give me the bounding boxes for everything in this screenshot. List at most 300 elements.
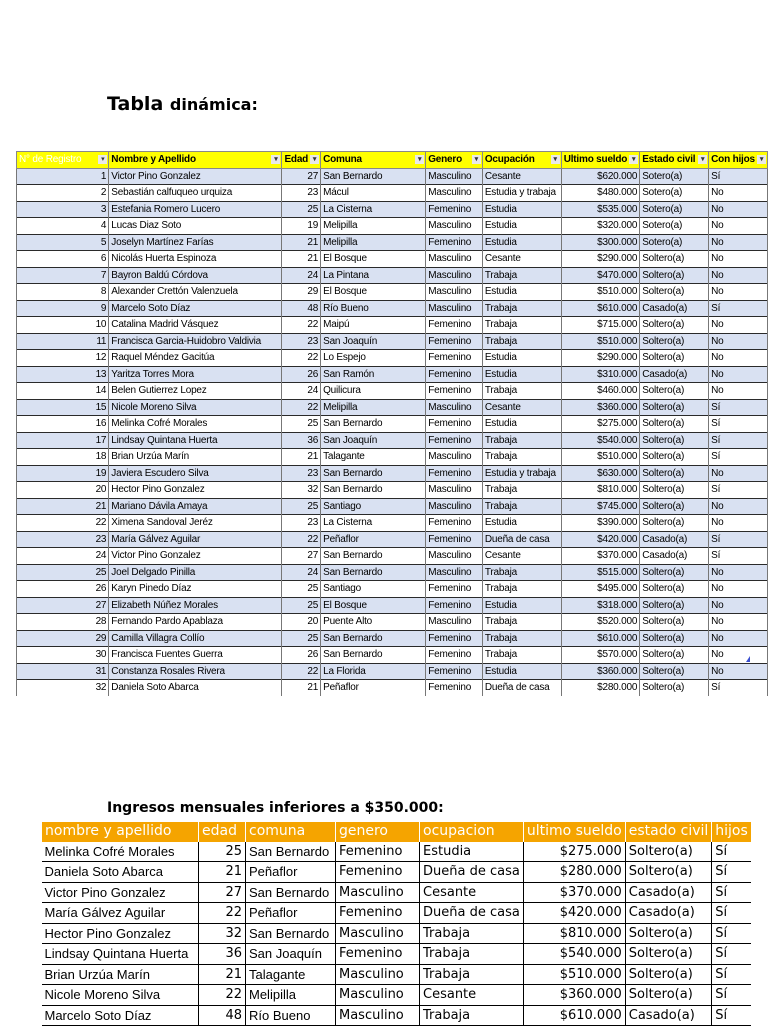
table-cell[interactable]: Ximena Sandoval Jeréz (109, 515, 282, 532)
table-cell[interactable]: Masculino (336, 923, 420, 944)
table-cell[interactable]: 1 (17, 168, 109, 185)
table-cell[interactable]: Sí (712, 944, 751, 965)
table-cell[interactable]: Trabaja (482, 449, 561, 466)
table-cell[interactable]: Femenino (336, 862, 420, 883)
table-cell[interactable]: Cesante (420, 985, 524, 1006)
table-cell[interactable]: $570.000 (561, 647, 640, 664)
table-cell[interactable]: Estudia (482, 366, 561, 383)
table-cell[interactable]: Masculino (336, 964, 420, 985)
table-cell[interactable]: Trabaja (482, 614, 561, 631)
table-cell[interactable]: $515.000 (561, 564, 640, 581)
table-cell[interactable]: Casado(a) (625, 1005, 712, 1026)
table-cell[interactable]: Estudia (482, 218, 561, 235)
table-cell[interactable]: No (709, 614, 768, 631)
table-cell[interactable]: Victor Pino Gonzalez (42, 882, 199, 903)
table-cell[interactable]: Dueña de casa (482, 531, 561, 548)
table-cell[interactable]: Masculino (426, 564, 483, 581)
table-cell[interactable]: $420.000 (523, 903, 625, 924)
table-cell[interactable]: Soltero(a) (640, 284, 709, 301)
pivot-column-header[interactable] (17, 152, 109, 169)
filter-dropdown-icon[interactable]: ▾ (472, 155, 481, 164)
table-cell[interactable]: San Bernardo (321, 564, 426, 581)
table-cell[interactable]: Casado(a) (640, 366, 709, 383)
table-cell[interactable]: Masculino (426, 218, 483, 235)
table-cell[interactable]: No (709, 218, 768, 235)
table-cell[interactable]: No (709, 366, 768, 383)
table-cell[interactable]: Soltero(a) (625, 862, 712, 883)
table-cell[interactable]: $370.000 (523, 882, 625, 903)
table-cell[interactable]: 25 (17, 564, 109, 581)
table-cell[interactable]: 6 (17, 251, 109, 268)
table-cell[interactable]: No (709, 465, 768, 482)
table-cell[interactable]: San Joaquín (321, 333, 426, 350)
table-cell[interactable]: 22 (282, 350, 321, 367)
table-cell[interactable]: 12 (17, 350, 109, 367)
table-cell[interactable]: No (709, 647, 768, 664)
table-cell[interactable]: Bayron Baldú Córdova (109, 267, 282, 284)
table-cell[interactable]: 20 (17, 482, 109, 499)
table-cell[interactable]: Trabaja (482, 267, 561, 284)
table-cell[interactable]: Sotero(a) (640, 185, 709, 202)
filter-dropdown-icon[interactable]: ▾ (310, 155, 319, 164)
table-cell[interactable]: San Bernardo (321, 630, 426, 647)
table-cell[interactable]: Masculino (426, 614, 483, 631)
table-cell[interactable]: No (709, 267, 768, 284)
table-cell[interactable]: Masculino (426, 449, 483, 466)
table-cell[interactable]: Joel Delgado Pinilla (109, 564, 282, 581)
table-cell[interactable]: $610.000 (561, 630, 640, 647)
table-cell[interactable]: $745.000 (561, 498, 640, 515)
table-cell[interactable]: Trabaja (482, 564, 561, 581)
table-cell[interactable]: 14 (17, 383, 109, 400)
table-cell[interactable]: 48 (199, 1005, 246, 1026)
table-cell[interactable]: $480.000 (561, 185, 640, 202)
table-cell[interactable]: Río Bueno (321, 300, 426, 317)
table-cell[interactable]: 29 (17, 630, 109, 647)
table-cell[interactable]: Nicolás Huerta Espinoza (109, 251, 282, 268)
table-cell[interactable]: 11 (17, 333, 109, 350)
table-cell[interactable]: No (709, 234, 768, 251)
table-cell[interactable]: Femenino (426, 465, 483, 482)
table-cell[interactable]: Fernando Pardo Apablaza (109, 614, 282, 631)
table-cell[interactable]: Río Bueno (246, 1005, 336, 1026)
table-cell[interactable]: Sí (709, 416, 768, 433)
filter-dropdown-icon[interactable]: ▾ (415, 155, 424, 164)
table-cell[interactable]: No (709, 333, 768, 350)
table-cell[interactable]: La Pintana (321, 267, 426, 284)
table-cell[interactable]: No (709, 383, 768, 400)
table-cell[interactable]: Sotero(a) (640, 201, 709, 218)
table-cell[interactable]: Belen Gutierrez Lopez (109, 383, 282, 400)
table-cell[interactable]: Masculino (426, 399, 483, 416)
table-cell[interactable]: $715.000 (561, 317, 640, 334)
table-cell[interactable]: Masculino (426, 185, 483, 202)
table-cell[interactable]: Santiago (321, 581, 426, 598)
table-cell[interactable]: 32 (199, 923, 246, 944)
table-cell[interactable]: San Bernardo (321, 168, 426, 185)
table-cell[interactable]: 27 (199, 882, 246, 903)
table-cell[interactable]: 21 (17, 498, 109, 515)
table-cell[interactable]: 5 (17, 234, 109, 251)
table-cell[interactable]: Femenino (426, 581, 483, 598)
table-cell[interactable]: Soltero(a) (640, 498, 709, 515)
table-cell[interactable]: Femenino (426, 366, 483, 383)
table-cell[interactable]: 24 (282, 564, 321, 581)
table-cell[interactable]: Soltero(a) (640, 597, 709, 614)
table-cell[interactable]: San Bernardo (321, 465, 426, 482)
table-cell[interactable]: Femenino (426, 647, 483, 664)
pivot-column-header[interactable] (109, 152, 282, 169)
table-cell[interactable]: Peñaflor (246, 903, 336, 924)
table-cell[interactable]: Femenino (336, 944, 420, 965)
table-cell[interactable]: Soltero(a) (640, 647, 709, 664)
table-cell[interactable]: Nicole Moreno Silva (42, 985, 199, 1006)
table-cell[interactable]: $810.000 (561, 482, 640, 499)
table-cell[interactable]: Melipilla (246, 985, 336, 1006)
table-cell[interactable]: Lo Espejo (321, 350, 426, 367)
table-cell[interactable]: Sotero(a) (640, 218, 709, 235)
table-cell[interactable]: Estefania Romero Lucero (109, 201, 282, 218)
table-cell[interactable]: Sí (712, 882, 751, 903)
table-cell[interactable]: $275.000 (561, 416, 640, 433)
table-cell[interactable]: 30 (17, 647, 109, 664)
table-cell[interactable]: Femenino (426, 515, 483, 532)
table-cell[interactable]: Mariano Dávila Amaya (109, 498, 282, 515)
table-cell[interactable]: María Gálvez Aguilar (109, 531, 282, 548)
table-cell[interactable]: La Cisterna (321, 515, 426, 532)
table-cell[interactable]: 10 (17, 317, 109, 334)
table-cell[interactable]: Melipilla (321, 399, 426, 416)
table-cell[interactable]: $360.000 (561, 663, 640, 680)
table-cell[interactable]: Victor Pino Gonzalez (109, 548, 282, 565)
table-cell[interactable]: Daniela Soto Abarca (109, 680, 282, 696)
table-cell[interactable]: $810.000 (523, 923, 625, 944)
table-cell[interactable]: Femenino (426, 234, 483, 251)
table-cell[interactable]: Lindsay Quintana Huerta (109, 432, 282, 449)
table-cell[interactable]: Casado(a) (640, 531, 709, 548)
table-cell[interactable]: No (709, 350, 768, 367)
table-cell[interactable]: 9 (17, 300, 109, 317)
table-cell[interactable]: Soltero(a) (625, 923, 712, 944)
pivot-column-header[interactable] (426, 152, 483, 169)
table-cell[interactable]: Sí (712, 862, 751, 883)
table-cell[interactable]: Melipilla (321, 218, 426, 235)
table-cell[interactable]: $390.000 (561, 515, 640, 532)
filter-dropdown-icon[interactable]: ▾ (757, 155, 766, 164)
table-cell[interactable]: San Bernardo (321, 482, 426, 499)
table-cell[interactable]: $300.000 (561, 234, 640, 251)
table-cell[interactable]: Masculino (426, 284, 483, 301)
table-cell[interactable]: 19 (282, 218, 321, 235)
table-cell[interactable]: Femenino (426, 350, 483, 367)
table-cell[interactable]: Sí (712, 903, 751, 924)
table-cell[interactable]: No (709, 185, 768, 202)
table-cell[interactable]: Sí (712, 842, 751, 862)
table-cell[interactable]: San Joaquín (321, 432, 426, 449)
table-cell[interactable]: $610.000 (523, 1005, 625, 1026)
table-cell[interactable]: Victor Pino Gonzalez (109, 168, 282, 185)
table-cell[interactable]: No (709, 564, 768, 581)
table-cell[interactable]: Soltero(a) (640, 399, 709, 416)
table-cell[interactable]: 24 (282, 383, 321, 400)
table-cell[interactable]: Sí (709, 482, 768, 499)
table-cell[interactable]: $370.000 (561, 548, 640, 565)
table-cell[interactable]: Estudia (482, 201, 561, 218)
table-cell[interactable]: 27 (17, 597, 109, 614)
table-cell[interactable]: Raquel Méndez Gacitúa (109, 350, 282, 367)
table-cell[interactable]: Sí (709, 680, 768, 696)
table-cell[interactable]: No (709, 201, 768, 218)
filter-dropdown-icon[interactable]: ▾ (98, 155, 107, 164)
table-cell[interactable]: El Bosque (321, 597, 426, 614)
pivot-column-header[interactable] (709, 152, 768, 169)
table-cell[interactable]: $510.000 (523, 964, 625, 985)
table-cell[interactable]: 26 (282, 647, 321, 664)
table-cell[interactable]: Femenino (426, 531, 483, 548)
table-cell[interactable]: Masculino (336, 882, 420, 903)
table-cell[interactable]: Dueña de casa (420, 862, 524, 883)
table-cell[interactable]: Joselyn Martínez Farías (109, 234, 282, 251)
table-cell[interactable]: 22 (199, 985, 246, 1006)
table-cell[interactable]: $520.000 (561, 614, 640, 631)
table-cell[interactable]: 36 (282, 432, 321, 449)
table-cell[interactable]: Soltero(a) (625, 964, 712, 985)
table-cell[interactable]: Francisca Fuentes Guerra (109, 647, 282, 664)
table-cell[interactable]: Estudia (482, 663, 561, 680)
table-cell[interactable]: 29 (282, 284, 321, 301)
table-cell[interactable]: Masculino (426, 482, 483, 499)
table-cell[interactable]: Sotero(a) (640, 234, 709, 251)
table-cell[interactable]: Trabaja (482, 333, 561, 350)
table-cell[interactable]: 15 (17, 399, 109, 416)
table-cell[interactable]: El Bosque (321, 251, 426, 268)
table-cell[interactable]: 26 (17, 581, 109, 598)
table-cell[interactable]: Sebastián calfuqueo urquiza (109, 185, 282, 202)
table-cell[interactable]: Soltero(a) (640, 482, 709, 499)
filter-dropdown-icon[interactable]: ▾ (629, 155, 638, 164)
table-cell[interactable]: 16 (17, 416, 109, 433)
table-cell[interactable]: Trabaja (482, 647, 561, 664)
table-cell[interactable]: 21 (282, 449, 321, 466)
table-cell[interactable]: Soltero(a) (640, 350, 709, 367)
table-cell[interactable]: Trabaja (420, 964, 524, 985)
table-cell[interactable]: No (709, 498, 768, 515)
table-cell[interactable]: 17 (17, 432, 109, 449)
table-cell[interactable]: Sí (709, 168, 768, 185)
table-cell[interactable]: Estudia (482, 515, 561, 532)
table-cell[interactable]: 31 (17, 663, 109, 680)
table-cell[interactable]: $318.000 (561, 597, 640, 614)
table-cell[interactable]: $540.000 (561, 432, 640, 449)
table-cell[interactable]: Dueña de casa (482, 680, 561, 696)
table-cell[interactable]: Lucas Diaz Soto (109, 218, 282, 235)
table-cell[interactable]: $275.000 (523, 842, 625, 862)
pivot-column-header[interactable] (321, 152, 426, 169)
table-cell[interactable]: Karyn Pinedo Díaz (109, 581, 282, 598)
table-cell[interactable]: Trabaja (482, 432, 561, 449)
table-cell[interactable]: Trabaja (482, 498, 561, 515)
table-cell[interactable]: No (709, 284, 768, 301)
table-cell[interactable]: Casado(a) (625, 903, 712, 924)
table-cell[interactable]: 22 (199, 903, 246, 924)
table-cell[interactable]: Trabaja (420, 923, 524, 944)
table-cell[interactable]: Femenino (426, 333, 483, 350)
table-cell[interactable]: Femenino (426, 432, 483, 449)
table-cell[interactable]: 8 (17, 284, 109, 301)
table-cell[interactable]: Soltero(a) (625, 842, 712, 862)
table-cell[interactable]: Hector Pino Gonzalez (109, 482, 282, 499)
table-cell[interactable]: San Bernardo (246, 923, 336, 944)
table-cell[interactable]: Masculino (426, 251, 483, 268)
table-cell[interactable]: San Bernardo (321, 416, 426, 433)
table-cell[interactable]: Constanza Rosales Rivera (109, 663, 282, 680)
table-cell[interactable]: Alexander Crettón Valenzuela (109, 284, 282, 301)
table-cell[interactable]: Casado(a) (625, 882, 712, 903)
table-cell[interactable]: Catalina Madrid Vásquez (109, 317, 282, 334)
table-cell[interactable]: Francisca Garcia-Huidobro Valdivia (109, 333, 282, 350)
table-cell[interactable]: Sí (712, 964, 751, 985)
table-cell[interactable]: Mácul (321, 185, 426, 202)
table-cell[interactable]: Estudia (482, 234, 561, 251)
table-cell[interactable]: Soltero(a) (640, 465, 709, 482)
table-cell[interactable]: 23 (282, 465, 321, 482)
table-cell[interactable]: $540.000 (523, 944, 625, 965)
filter-dropdown-icon[interactable]: ▾ (271, 155, 280, 164)
table-cell[interactable]: No (709, 663, 768, 680)
table-cell[interactable]: 4 (17, 218, 109, 235)
table-cell[interactable]: 21 (199, 862, 246, 883)
table-cell[interactable]: 7 (17, 267, 109, 284)
table-cell[interactable]: Soltero(a) (640, 614, 709, 631)
table-cell[interactable]: No (709, 630, 768, 647)
table-cell[interactable]: Hector Pino Gonzalez (42, 923, 199, 944)
table-cell[interactable]: Masculino (336, 985, 420, 1006)
table-cell[interactable]: Estudia (482, 284, 561, 301)
table-cell[interactable]: 18 (17, 449, 109, 466)
pivot-column-header[interactable] (482, 152, 561, 169)
table-cell[interactable]: Javiera Escudero Silva (109, 465, 282, 482)
table-cell[interactable]: Femenino (426, 597, 483, 614)
pivot-column-header[interactable] (640, 152, 709, 169)
table-cell[interactable]: Sí (709, 548, 768, 565)
table-cell[interactable]: Sí (709, 449, 768, 466)
table-cell[interactable]: $360.000 (561, 399, 640, 416)
table-cell[interactable]: $510.000 (561, 284, 640, 301)
table-cell[interactable]: El Bosque (321, 284, 426, 301)
table-cell[interactable]: Sotero(a) (640, 168, 709, 185)
table-cell[interactable]: Sí (709, 399, 768, 416)
table-cell[interactable]: 27 (282, 548, 321, 565)
filter-dropdown-icon[interactable]: ▾ (551, 155, 560, 164)
table-cell[interactable]: 32 (282, 482, 321, 499)
table-cell[interactable]: Soltero(a) (640, 630, 709, 647)
table-cell[interactable]: Soltero(a) (640, 267, 709, 284)
table-cell[interactable]: 25 (282, 581, 321, 598)
table-cell[interactable]: Brian Urzúa Marín (109, 449, 282, 466)
table-cell[interactable]: 24 (17, 548, 109, 565)
table-cell[interactable]: Trabaja (482, 317, 561, 334)
table-cell[interactable]: Estudia y trabaja (482, 465, 561, 482)
table-cell[interactable]: San Ramón (321, 366, 426, 383)
table-cell[interactable]: Sí (712, 923, 751, 944)
table-cell[interactable]: No (709, 597, 768, 614)
table-cell[interactable]: Elizabeth Núñez Morales (109, 597, 282, 614)
table-cell[interactable]: Trabaja (482, 482, 561, 499)
table-cell[interactable]: Soltero(a) (625, 985, 712, 1006)
table-cell[interactable]: Peñaflor (246, 862, 336, 883)
table-cell[interactable]: 27 (282, 168, 321, 185)
table-cell[interactable]: Quilicura (321, 383, 426, 400)
table-cell[interactable]: Maipú (321, 317, 426, 334)
table-cell[interactable]: Trabaja (482, 383, 561, 400)
table-cell[interactable]: Cesante (482, 399, 561, 416)
table-cell[interactable]: Sí (709, 531, 768, 548)
table-cell[interactable]: Femenino (336, 842, 420, 862)
table-cell[interactable]: 23 (17, 531, 109, 548)
table-cell[interactable]: Estudia (482, 597, 561, 614)
table-cell[interactable]: Soltero(a) (640, 317, 709, 334)
table-cell[interactable]: Soltero(a) (640, 564, 709, 581)
table-cell[interactable]: Melinka Cofré Morales (109, 416, 282, 433)
table-cell[interactable]: Masculino (336, 1005, 420, 1026)
table-cell[interactable]: 13 (17, 366, 109, 383)
table-cell[interactable]: Soltero(a) (640, 251, 709, 268)
table-cell[interactable]: 21 (199, 964, 246, 985)
table-cell[interactable]: 22 (282, 399, 321, 416)
table-cell[interactable]: 26 (282, 366, 321, 383)
table-cell[interactable]: 48 (282, 300, 321, 317)
table-cell[interactable]: Estudia (482, 350, 561, 367)
table-cell[interactable]: No (709, 515, 768, 532)
table-cell[interactable]: Femenino (426, 630, 483, 647)
table-cell[interactable]: $320.000 (561, 218, 640, 235)
table-cell[interactable]: San Joaquín (246, 944, 336, 965)
table-cell[interactable]: Casado(a) (640, 300, 709, 317)
table-cell[interactable]: Soltero(a) (640, 383, 709, 400)
table-cell[interactable]: $510.000 (561, 449, 640, 466)
table-cell[interactable]: $470.000 (561, 267, 640, 284)
table-cell[interactable]: Trabaja (482, 581, 561, 598)
table-cell[interactable]: 25 (282, 416, 321, 433)
table-cell[interactable]: $620.000 (561, 168, 640, 185)
table-cell[interactable]: María Gálvez Aguilar (42, 903, 199, 924)
table-cell[interactable]: Estudia (482, 416, 561, 433)
table-cell[interactable]: 3 (17, 201, 109, 218)
table-cell[interactable]: La Cisterna (321, 201, 426, 218)
table-cell[interactable]: 20 (282, 614, 321, 631)
table-cell[interactable]: 21 (282, 251, 321, 268)
table-cell[interactable]: Femenino (426, 680, 483, 696)
table-cell[interactable]: Cesante (420, 882, 524, 903)
table-cell[interactable]: Trabaja (420, 944, 524, 965)
table-cell[interactable]: $290.000 (561, 251, 640, 268)
table-cell[interactable]: Lindsay Quintana Huerta (42, 944, 199, 965)
table-cell[interactable]: Trabaja (482, 630, 561, 647)
table-cell[interactable]: Talagante (246, 964, 336, 985)
table-cell[interactable]: Soltero(a) (640, 432, 709, 449)
table-cell[interactable]: Camilla Villagra Collío (109, 630, 282, 647)
table-cell[interactable]: Trabaja (420, 1005, 524, 1026)
table-cell[interactable]: 28 (17, 614, 109, 631)
table-cell[interactable]: 22 (282, 531, 321, 548)
table-cell[interactable]: Masculino (426, 548, 483, 565)
table-cell[interactable]: Nicole Moreno Silva (109, 399, 282, 416)
table-cell[interactable]: Peñaflor (321, 531, 426, 548)
table-cell[interactable]: Daniela Soto Abarca (42, 862, 199, 883)
table-cell[interactable]: San Bernardo (321, 548, 426, 565)
table-cell[interactable]: Soltero(a) (640, 663, 709, 680)
table-cell[interactable]: Dueña de casa (420, 903, 524, 924)
